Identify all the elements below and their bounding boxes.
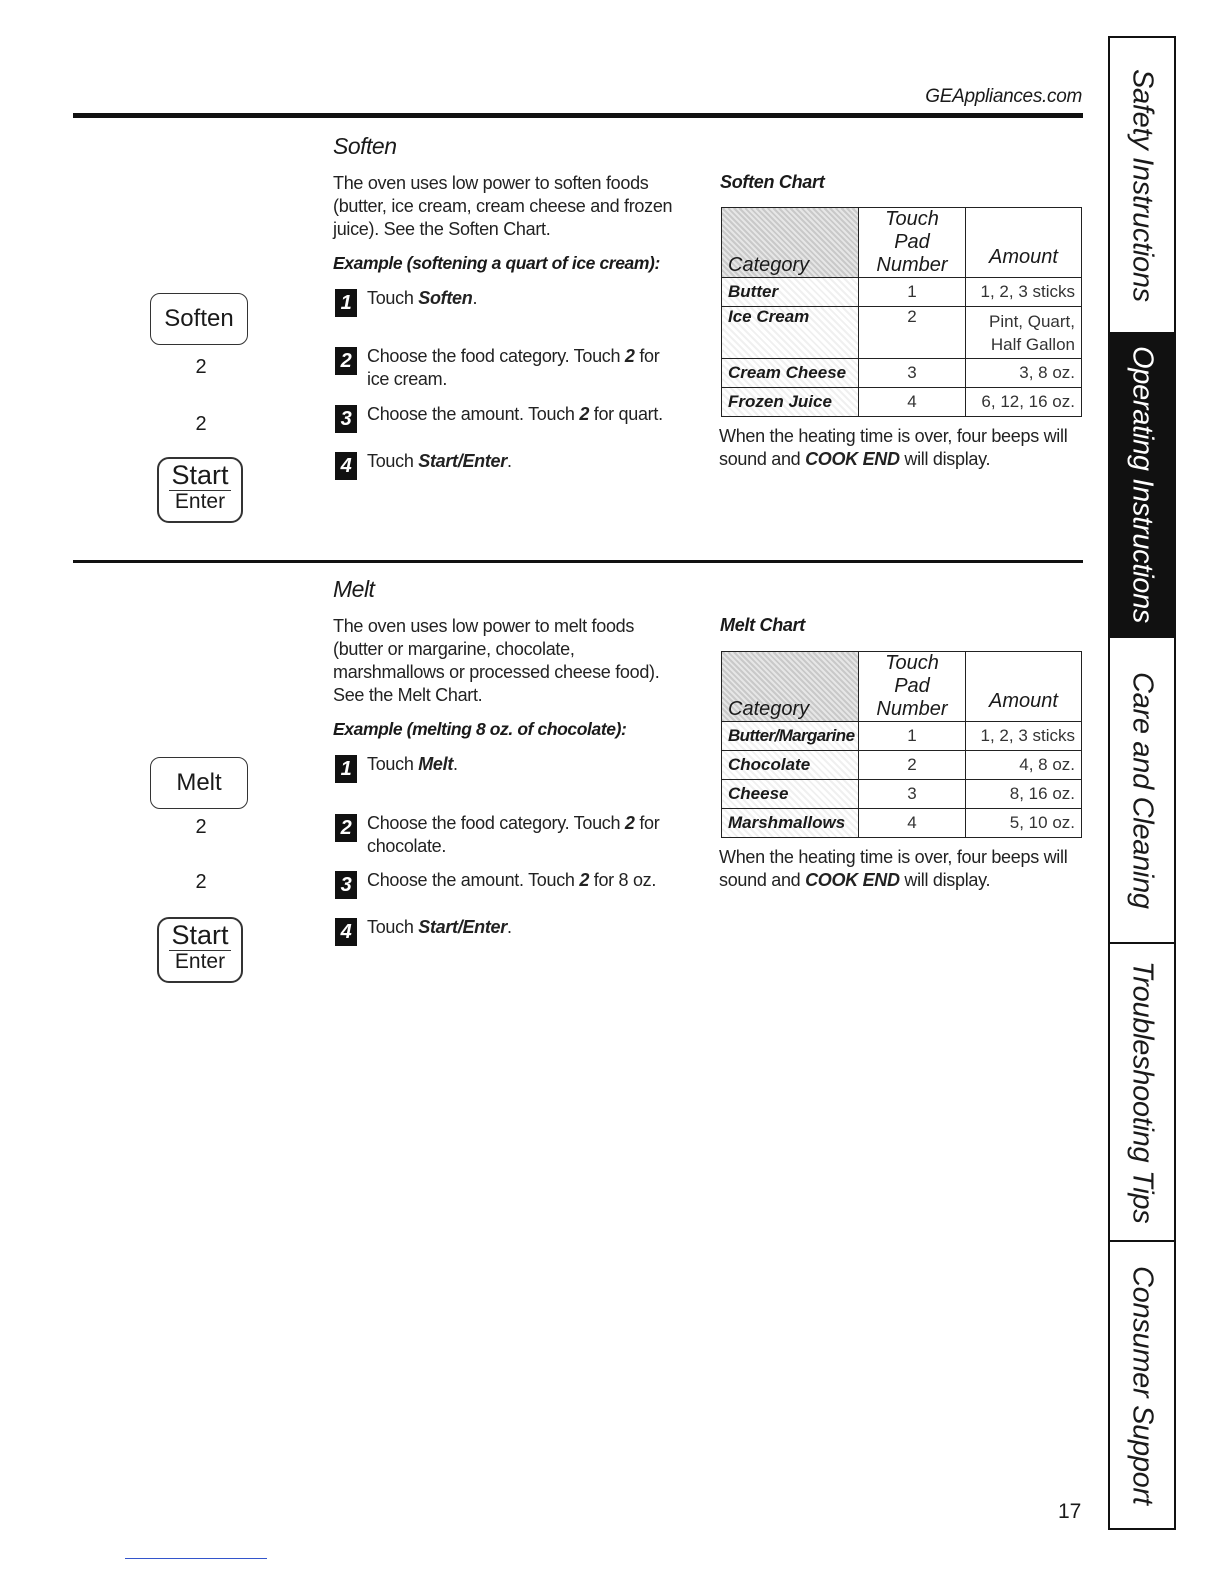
soften-description: The oven uses low power to soften foods (butter, ice cream, cream cheese and frozen juice). See the Soften Chart. — [333, 173, 673, 239]
top-rule — [73, 113, 1083, 118]
chart-header-amount: Amount — [966, 652, 1082, 722]
table-row — [722, 780, 1082, 809]
table-row — [722, 388, 1082, 417]
chart-header-touch-pad: Touch Pad Number — [859, 208, 966, 278]
chart-cell-category: Frozen Juice — [722, 388, 859, 417]
melt-start-enter-key — [157, 917, 243, 983]
chart-cell-category: Butter/Margarine — [722, 722, 859, 751]
tab-consumer-support[interactable]: Consumer Support — [1126, 1265, 1159, 1505]
step-number-badge: 4 — [335, 918, 357, 946]
step-number-badge: 3 — [335, 405, 357, 433]
chart-cell-number: 1 — [859, 722, 966, 751]
soften-chart-table — [721, 207, 1082, 417]
chart-header-category: Category — [722, 652, 859, 722]
melt-pad-number-1: 2 — [195, 816, 207, 838]
step-number-badge: 2 — [335, 814, 357, 842]
soften-start-enter-key — [157, 457, 243, 523]
chart-cell-category: Cream Cheese — [722, 359, 859, 388]
chart-cell-number: 3 — [859, 359, 966, 388]
chart-cell-number: 1 — [859, 278, 966, 307]
chart-header-touch-pad: Touch Pad Number — [859, 652, 966, 722]
soften-pad-number-2: 2 — [195, 413, 207, 435]
melt-chart-table — [721, 651, 1082, 838]
chart-cell-number: 3 — [859, 780, 966, 809]
website-link[interactable]: GEAppliances.com — [925, 86, 1082, 107]
melt-step-1: 1 Touch Melt. — [335, 753, 680, 783]
table-row — [722, 722, 1082, 751]
soften-title: Soften — [333, 133, 397, 159]
table-row — [722, 359, 1082, 388]
chart-cell-number: 4 — [859, 809, 966, 838]
chart-cell-category: Chocolate — [722, 751, 859, 780]
chart-header-amount: Amount — [966, 208, 1082, 278]
step-number-badge: 3 — [335, 871, 357, 899]
soften-step-1: 1 Touch Soften. — [335, 287, 680, 317]
chart-cell-number: 2 — [859, 751, 966, 780]
tab-operating-instructions[interactable]: Operating Instructions — [1110, 334, 1174, 638]
table-row — [722, 809, 1082, 838]
soften-example-heading: Example (softening a quart of ice cream): — [333, 253, 660, 273]
melt-chart-title: Melt Chart — [720, 615, 806, 635]
soften-pad-number-1: 2 — [195, 356, 207, 378]
footer-line — [125, 1558, 267, 1559]
start-key-label: Start — [171, 920, 229, 950]
chart-cell-category: Marshmallows — [722, 809, 859, 838]
melt-description: The oven uses low power to melt foods (butter or margarine, chocolate, marshmallows or processed cheese food). See the Melt Chart. — [333, 616, 660, 705]
melt-note: When the heating time is over, four beeps will sound and COOK END will display. — [719, 847, 1068, 890]
chart-cell-amount: 3, 8 oz. — [966, 359, 1082, 388]
chart-cell-category: Cheese — [722, 780, 859, 809]
chart-cell-category: Ice Cream — [722, 307, 859, 359]
chart-cell-amount: 8, 16 oz. — [966, 780, 1082, 809]
chart-cell-amount: 5, 10 oz. — [966, 809, 1082, 838]
soften-step-2: 2 Choose the food category. Touch 2 for ice cream. — [335, 345, 680, 391]
chart-cell-amount: 1, 2, 3 sticks — [966, 722, 1082, 751]
step-number-badge: 4 — [335, 452, 357, 480]
step-number-badge: 1 — [335, 289, 357, 317]
soften-step-4: 4 Touch Start/Enter. — [335, 450, 680, 480]
chart-cell-number: 2 — [859, 307, 966, 359]
chart-header-category: Category — [722, 208, 859, 278]
chart-cell-amount: 4, 8 oz. — [966, 751, 1082, 780]
chart-cell-amount: 6, 12, 16 oz. — [966, 388, 1082, 417]
enter-key-label: Enter — [169, 950, 231, 973]
melt-title: Melt — [333, 576, 375, 602]
melt-pad-number-2: 2 — [195, 871, 207, 893]
step-number-badge: 2 — [335, 347, 357, 375]
start-key-label: Start — [171, 460, 229, 490]
soften-note: When the heating time is over, four beeps will sound and COOK END will display. — [719, 426, 1068, 469]
section-divider — [73, 560, 1083, 563]
section-tab-bar — [1108, 36, 1176, 1530]
melt-step-4: 4 Touch Start/Enter. — [335, 916, 680, 946]
melt-step-2: 2 Choose the food category. Touch 2 for chocolate. — [335, 812, 680, 858]
soften-chart-title: Soften Chart — [720, 172, 825, 192]
chart-cell-category: Butter — [722, 278, 859, 307]
tab-troubleshooting-tips[interactable]: Troubleshooting Tips — [1110, 944, 1174, 1242]
soften-step-3: 3 Choose the amount. Touch 2 for quart. — [335, 403, 680, 433]
chart-cell-amount: Pint, Quart, Half Gallon — [966, 307, 1082, 359]
table-row — [722, 751, 1082, 780]
melt-pad-button: Melt — [150, 757, 248, 809]
tab-care-and-cleaning[interactable]: Care and Cleaning — [1110, 638, 1174, 944]
table-row — [722, 278, 1082, 307]
table-row — [722, 307, 1082, 359]
melt-example-heading: Example (melting 8 oz. of chocolate): — [333, 719, 627, 739]
chart-cell-number: 4 — [859, 388, 966, 417]
page-number: 17 — [1058, 1500, 1082, 1523]
soften-pad-button: Soften — [150, 293, 248, 345]
tab-safety-instructions[interactable]: Safety Instructions — [1110, 38, 1174, 334]
step-number-badge: 1 — [335, 755, 357, 783]
enter-key-label: Enter — [169, 490, 231, 513]
chart-cell-amount: 1, 2, 3 sticks — [966, 278, 1082, 307]
melt-step-3: 3 Choose the amount. Touch 2 for 8 oz. — [335, 869, 680, 899]
